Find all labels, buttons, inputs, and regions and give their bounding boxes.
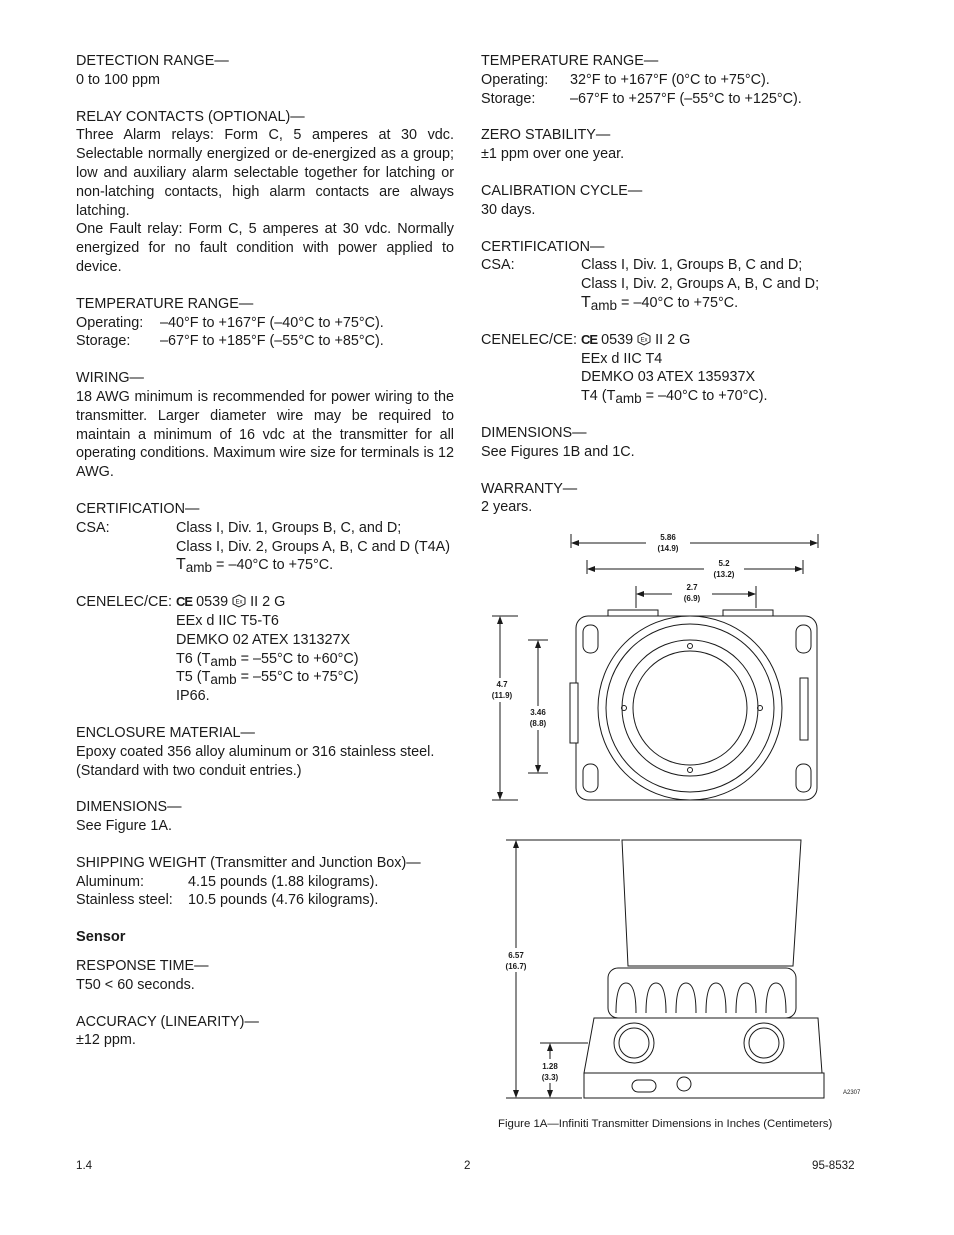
dimensions-section — [76, 798, 454, 836]
temperature-range-heading: TEMPERATURE RANGE— — [76, 295, 254, 312]
transmitter-top-view — [570, 610, 817, 800]
svg-text:(14.9): (14.9) — [657, 544, 679, 553]
zero-stability-value: ±1 ppm over one year. — [481, 146, 625, 163]
svg-text:5.2: 5.2 — [718, 559, 730, 568]
cenelec-line-3: DEMKO 03 ATEX 135937X — [581, 369, 756, 386]
certification-heading: CERTIFICATION— — [481, 238, 605, 255]
relay-contacts-paragraph-1: Three Alarm relays: Form C, 5 amperes at 30 vdc. Selectable normally energized or de-energized as a group; low and auxiliary alarm selectable together for latching or non-latching contacts, high alarm contacts are always latching. — [76, 127, 454, 219]
wiring-text: 18 AWG minimum is recommended for power wiring to the transmitter. Larger diameter wire may be required to maintain a minimum of 16 vdc at the transmitter for all operating conditions. Maximum wire size for terminals is 12 AWG. — [76, 388, 454, 481]
temperature-range-section-2 — [481, 52, 861, 108]
t6-line: T6 (Tamb = –55°C to +60°C) — [176, 650, 359, 669]
dimensions-heading: DIMENSIONS— — [481, 424, 587, 441]
csa-label: CSA: — [76, 519, 110, 536]
dimensions-value: See Figure 1A. — [76, 818, 172, 835]
aluminum-label: Aluminum: — [76, 873, 144, 890]
detection-range-section — [76, 52, 454, 90]
cenelec-line-2: EEx d IIC T5-T6 — [176, 612, 279, 629]
aluminum-value: 4.15 pounds (1.88 kilograms). — [188, 873, 379, 890]
response-time-value: T50 < 60 seconds. — [76, 976, 195, 993]
certification-section — [76, 500, 454, 706]
csa-line-2: Class I, Div. 2, Groups A, B, C and D (T4A) — [176, 538, 451, 555]
operating-value: 32°F to +167°F (0°C to +75°C). — [570, 71, 770, 88]
transmitter-dimension-drawing — [488, 528, 868, 1108]
ce-mark-icon: CE — [581, 331, 598, 347]
cenelec-marking: CE 0539 Ex II 2 G — [176, 594, 286, 611]
detection-range-heading: DETECTION RANGE— — [76, 53, 229, 69]
transmitter-side-view — [584, 840, 824, 1098]
cenelec-label: CENELEC/CE: — [76, 594, 172, 611]
shipping-weight-heading: SHIPPING WEIGHT (Transmitter and Junction Box)— — [76, 854, 421, 871]
figure-caption: Figure 1A—Infiniti Transmitter Dimensions in Inches (Centimeters) — [498, 1118, 833, 1130]
dimensions-value: See Figures 1B and 1C. — [481, 443, 635, 460]
right-column — [481, 52, 861, 535]
svg-text:(11.9): (11.9) — [491, 691, 513, 700]
dimensions-heading: DIMENSIONS— — [76, 799, 182, 816]
cenelec-line-2: EEx d IIC T4 — [581, 350, 663, 367]
cenelec-line-3: DEMKO 02 ATEX 131327X — [176, 631, 351, 648]
certification-heading: CERTIFICATION— — [76, 500, 200, 517]
calibration-value: 30 days. — [481, 201, 536, 218]
svg-text:(13.2): (13.2) — [713, 570, 735, 579]
footer-left: 1.4 — [76, 1159, 93, 1172]
svg-text:Ex: Ex — [235, 599, 243, 606]
cenelec-label: CENELEC/CE: — [481, 331, 577, 348]
calibration-heading: CALIBRATION CYCLE— — [481, 182, 643, 199]
svg-text:(8.8): (8.8) — [529, 719, 547, 728]
ip-rating: IP66. — [176, 688, 210, 705]
csa-line-2: Class I, Div. 2, Groups A, B, C and D; — [581, 276, 820, 293]
wiring-heading: WIRING— — [76, 370, 144, 387]
dimension-5-86 — [571, 532, 818, 554]
operating-label: Operating: — [481, 71, 549, 88]
warranty-section — [481, 480, 861, 518]
shipping-weight-section — [76, 854, 454, 910]
operating-label: Operating: — [76, 314, 144, 331]
response-time-heading: RESPONSE TIME— — [76, 958, 209, 975]
temperature-range-heading: TEMPERATURE RANGE— — [481, 53, 659, 69]
warranty-heading: WARRANTY— — [481, 480, 578, 497]
sensor-heading: Sensor — [76, 929, 126, 946]
dimension-5-2 — [587, 558, 803, 580]
t4-line: T4 (Tamb = –40°C to +70°C). — [581, 388, 768, 407]
relay-contacts-heading: RELAY CONTACTS (OPTIONAL)— — [76, 108, 305, 125]
enclosure-line-2: (Standard with two conduit entries.) — [76, 762, 302, 779]
csa-tamb-line: Tamb = –40°C to +75°C. — [581, 293, 739, 313]
accuracy-value: ±12 ppm. — [76, 1032, 136, 1049]
ex-hexagon-icon — [637, 332, 651, 346]
response-time-section — [76, 957, 454, 995]
accuracy-heading: ACCURACY (LINEARITY)— — [76, 1013, 259, 1030]
csa-line-1: Class I, Div. 1, Groups B, C and D; — [581, 257, 803, 274]
storage-value: –67°F to +185°F (–55°C to +85°C). — [160, 333, 384, 350]
dimension-2-7 — [636, 582, 756, 608]
zero-stability-section — [481, 126, 861, 164]
csa-line-1: Class I, Div. 1, Groups B, C, and D; — [176, 519, 402, 536]
svg-text:(6.9): (6.9) — [683, 594, 701, 603]
svg-text:3.46: 3.46 — [530, 708, 546, 717]
svg-text:(3.3): (3.3) — [541, 1073, 559, 1082]
ex-hexagon-icon — [232, 594, 246, 608]
svg-text:1.28: 1.28 — [542, 1062, 558, 1071]
t5-line: T5 (Tamb = –55°C to +75°C) — [176, 669, 359, 688]
document-number: 95-8532 — [812, 1159, 855, 1172]
left-column — [76, 52, 454, 1068]
dimensions-section-2 — [481, 424, 861, 462]
enclosure-section — [76, 724, 454, 780]
svg-text:(16.7): (16.7) — [505, 962, 527, 971]
relay-contacts-section — [76, 108, 454, 277]
dimension-4-7 — [488, 616, 518, 800]
accuracy-section — [76, 1013, 454, 1051]
enclosure-line-1: Epoxy coated 356 alloy aluminum or 316 stainless steel. — [76, 743, 435, 760]
relay-contacts-paragraph-2: One Fault relay: Form C, 5 amperes at 30 vdc. Normally energized for no fault condition with power applied to device. — [76, 221, 454, 275]
detection-range-value: 0 to 100 ppm — [76, 71, 161, 88]
dimension-3-46 — [524, 640, 552, 773]
page-number: 2 — [464, 1159, 471, 1172]
svg-text:Ex: Ex — [640, 337, 648, 344]
operating-value: –40°F to +167°F (–40°C to +75°C). — [160, 314, 384, 331]
wiring-section — [76, 369, 454, 482]
csa-label: CSA: — [481, 257, 515, 274]
storage-label: Storage: — [481, 90, 536, 107]
ce-mark-icon: CE — [176, 594, 193, 610]
warranty-value: 2 years. — [481, 499, 533, 516]
cenelec-marking: CE 0539 Ex II 2 G — [581, 331, 691, 348]
svg-text:4.7: 4.7 — [496, 680, 508, 689]
stainless-label: Stainless steel: — [76, 892, 173, 909]
enclosure-heading: ENCLOSURE MATERIAL— — [76, 724, 255, 741]
certification-section-2 — [481, 238, 861, 406]
temperature-range-section — [76, 295, 454, 351]
storage-label: Storage: — [76, 333, 131, 350]
svg-text:6.57: 6.57 — [508, 951, 524, 960]
csa-tamb-line: Tamb = –40°C to +75°C. — [176, 556, 334, 576]
svg-text:5.86: 5.86 — [660, 533, 676, 542]
storage-value: –67°F to +257°F (–55°C to +125°C). — [570, 90, 802, 107]
calibration-section — [481, 182, 861, 220]
stainless-value: 10.5 pounds (4.76 kilograms). — [188, 892, 379, 909]
drawing-id: A2307 — [843, 1090, 861, 1096]
dimension-1-28 — [536, 1043, 588, 1097]
zero-stability-heading: ZERO STABILITY— — [481, 127, 611, 144]
svg-text:2.7: 2.7 — [686, 583, 698, 592]
